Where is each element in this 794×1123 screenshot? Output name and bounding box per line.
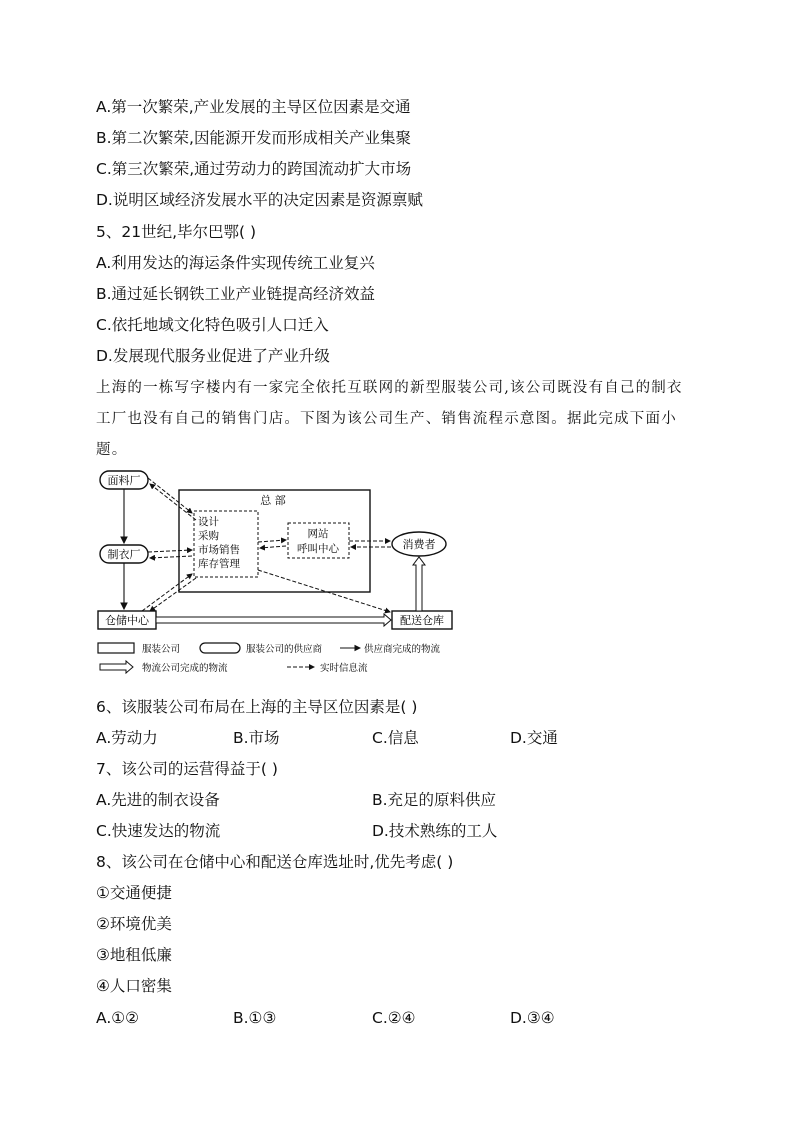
q5-option-c: C.依托地域文化特色吸引人口迁入 — [96, 316, 329, 334]
legend-supplier-label: 服装公司的供应商 — [246, 644, 323, 655]
q6-option-c: C.信息 — [372, 729, 419, 747]
hq-function-design: 设计 — [198, 516, 219, 528]
legend-info-flow-label: 实时信息流 — [320, 663, 368, 674]
q8-option-a: A.①② — [96, 1009, 140, 1027]
q7-stem: 7、该公司的运营得益于( ) — [96, 760, 278, 778]
q4-option-c: C.第三次繁荣,通过劳动力的跨国流动扩大市场 — [96, 160, 412, 178]
q5-option-b: B.通过延长钢铁工业产业链提高经济效益 — [96, 285, 376, 303]
q6-option-b: B.市场 — [233, 729, 280, 747]
flow-storage-to-warehouse — [156, 614, 391, 626]
q4-option-a: A.第一次繁荣,产业发展的主导区位因素是交通 — [96, 98, 411, 116]
legend-logistics-company-swatch — [100, 661, 133, 673]
q7-option-a: A.先进的制衣设备 — [96, 791, 220, 809]
storage-center-label: 仓储中心 — [105, 614, 149, 627]
q7-option-d: D.技术熟练的工人 — [372, 822, 498, 840]
q8-option-b: B.①③ — [233, 1009, 277, 1027]
q6-option-a: A.劳动力 — [96, 729, 158, 747]
consumer-label: 消费者 — [402, 538, 436, 551]
q8-item-4: ④人口密集 — [96, 977, 172, 995]
q5-option-d: D.发展现代服务业促进了产业升级 — [96, 347, 330, 365]
garment-factory-label: 制衣厂 — [107, 548, 141, 561]
reading-passage: 上海的一栋写字楼内有一家完全依托互联网的新型服装公司,该公司既没有自己的制衣工厂也没有自己的销售门店。下图为该公司生产、销售流程示意图。据此完成下面小题。 — [96, 380, 683, 458]
distribution-warehouse-label: 配送仓库 — [400, 614, 444, 627]
hq-function-purchase: 采购 — [198, 530, 219, 542]
q7-option-c: C.快速发达的物流 — [96, 822, 221, 840]
hq-function-marketing: 市场销售 — [198, 544, 240, 556]
q7-option-b: B.充足的原料供应 — [372, 791, 497, 809]
hq-function-inventory: 库存管理 — [198, 558, 240, 570]
legend-company-label: 服装公司 — [142, 644, 181, 655]
fabric-factory-label: 面料厂 — [107, 474, 141, 487]
q8-item-2: ②环境优美 — [96, 915, 172, 933]
legend-supplier-logistics-label: 供应商完成的物流 — [364, 644, 441, 655]
legend-supplier-swatch — [200, 643, 240, 653]
q8-option-c: C.②④ — [372, 1009, 416, 1027]
q8-option-d: D.③④ — [510, 1009, 555, 1027]
q4-option-d: D.说明区域经济发展水平的决定因素是资源禀赋 — [96, 191, 423, 209]
headquarters-label: 总 部 — [260, 494, 286, 507]
q4-option-b: B.第二次繁荣,因能源开发而形成相关产业集聚 — [96, 129, 411, 147]
flow-warehouse-to-consumer — [413, 557, 425, 611]
q6-stem: 6、该服装公司布局在上海的主导区位因素是( ) — [96, 698, 418, 716]
web-center-website: 网站 — [307, 528, 329, 540]
q8-stem: 8、该公司在仓储中心和配送仓库选址时,优先考虑( ) — [96, 853, 454, 871]
web-center-call: 呼叫中心 — [297, 543, 339, 555]
q5-stem: 5、21世纪,毕尔巴鄂( ) — [96, 223, 257, 241]
info-hq-to-storage — [150, 578, 196, 611]
supply-chain-diagram — [92, 462, 482, 687]
q5-option-a: A.利用发达的海运条件实现传统工业复兴 — [96, 254, 375, 272]
q8-item-1: ①交通便捷 — [96, 884, 172, 902]
q6-option-d: D.交通 — [510, 729, 558, 747]
q8-item-3: ③地租低廉 — [96, 946, 172, 964]
legend-company-swatch — [98, 643, 134, 653]
legend-logistics-company-label: 物流公司完成的物流 — [142, 663, 228, 674]
